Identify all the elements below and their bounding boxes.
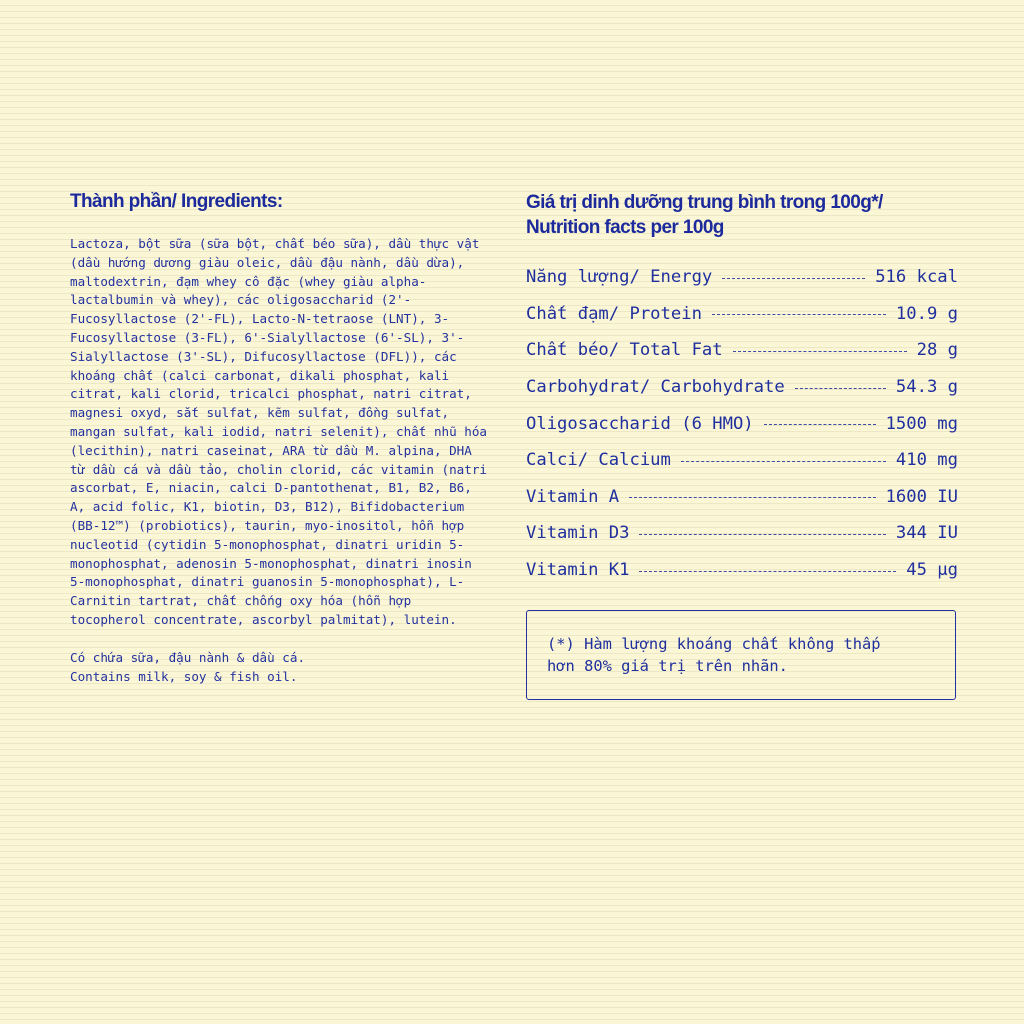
nutrition-label: Calci/ Calcium bbox=[526, 450, 671, 471]
allergen-statement bbox=[70, 649, 495, 687]
nutrition-label: Vitamin K1 bbox=[526, 560, 630, 581]
nutrition-row-carbohydrate bbox=[526, 369, 958, 406]
nutrition-value: 410 mg bbox=[895, 450, 958, 471]
allergen-vi: Có chứa sữa, đậu nành & dầu cá. bbox=[70, 649, 306, 665]
dotted-leader bbox=[639, 571, 896, 572]
allergen-en: Contains milk, soy & fish oil. bbox=[70, 668, 298, 684]
nutrition-label: Oligosaccharid (6 HMO) bbox=[526, 413, 754, 434]
dotted-leader bbox=[795, 388, 886, 389]
nutrition-value: 1500 mg bbox=[885, 413, 958, 434]
nutrition-row-vitamin-a bbox=[526, 479, 958, 516]
nutrition-label: Chất béo/ Total Fat bbox=[526, 340, 723, 361]
dotted-leader bbox=[733, 351, 907, 352]
footnote-line2: hơn 80% giá trị trên nhãn. bbox=[547, 657, 788, 676]
nutrition-label: Vitamin A bbox=[526, 486, 620, 507]
nutrition-label: Vitamin D3 bbox=[526, 523, 630, 544]
nutrition-row-calcium bbox=[526, 442, 958, 479]
footnote-line1: (*) Hàm lượng khoáng chất không thấp bbox=[547, 635, 881, 654]
dotted-leader bbox=[712, 314, 886, 315]
nutrition-row-vitamin-d3 bbox=[526, 515, 958, 552]
nutrition-value: 516 kcal bbox=[875, 267, 958, 288]
nutrition-row-protein bbox=[526, 296, 958, 333]
dotted-leader bbox=[639, 534, 885, 535]
nutrition-label: Chất đạm/ Protein bbox=[526, 303, 702, 324]
nutrition-label: Carbohydrat/ Carbohydrate bbox=[526, 377, 785, 398]
nutrition-heading-line1: Giá trị dinh dưỡng trung bình trong 100g*/ bbox=[526, 192, 883, 213]
ingredients-section bbox=[70, 190, 495, 686]
nutrition-row-energy bbox=[526, 259, 958, 296]
nutrition-value: 28 g bbox=[916, 340, 958, 361]
dotted-leader bbox=[764, 424, 876, 425]
nutrition-row-oligosaccharid bbox=[526, 405, 958, 442]
nutrition-value: 54.3 g bbox=[895, 377, 958, 398]
dotted-leader bbox=[681, 461, 886, 462]
ingredients-text: Lactoza, bột sữa (sữa bột, chất béo sữa), dầu thực vật (dầu hướng dương giàu oleic, dầu đậu nành, dầu dừa), maltodextrin, đạm whey cô đặc (whey giàu alpha-lactalbumin và whey), các oligosaccharid (2'-Fucosyllactose (2'-FL), Lacto-N-tetraose (LNT), 3-Fucosyllactose (3-FL), 6'-Sialyllactose (6'-SL), 3'-Sialyllactose (3'-SL), Difucosyllactose (DFL)), các khoáng chất (calci carbonat, dikali phosphat, kali citrat, kali clorid, tricalci phosphat, natri citrat, magnesi oxyd, sắt sulfat, kẽm sulfat, đồng sulfat, mangan sulfat, kali iodid, natri selenit), chất nhũ hóa (lecithin), natri caseinat, ARA từ dầu M. alpina, DHA từ dầu cá và dầu tảo, cholin clorid, các vitamin (natri ascorbat, E, niacin, calci D-pantothenat, B1, B2, B6, A, acid folic, K1, biotin, D3, B12), Bifidobacterium (BB-12™) (probiotics), taurin, myo-inositol, hỗn hợp nucleotid (cytidin 5-monophosphat, dinatri uridin 5-monophosphat, adenosin 5-monophosphat, dinatri inosin 5-monophosphat, dinatri guanosin 5-monophosphat), L-Carnitin tartrat, chất chống oxy hóa (hỗn hợp tocopherol concentrate, ascorbyl palmitat), lutein. bbox=[70, 236, 488, 627]
nutrition-value: 1600 IU bbox=[885, 486, 958, 507]
nutrition-value: 10.9 g bbox=[895, 303, 958, 324]
nutrition-row-fat bbox=[526, 332, 958, 369]
nutrition-value: 344 IU bbox=[895, 523, 958, 544]
nutrition-label: Năng lượng/ Energy bbox=[526, 267, 713, 288]
nutrition-heading bbox=[526, 190, 958, 240]
footnote-box bbox=[526, 610, 956, 700]
dotted-leader bbox=[629, 497, 875, 498]
nutrition-heading-line2: Nutrition facts per 100g bbox=[526, 217, 724, 238]
nutrition-table bbox=[526, 259, 958, 588]
nutrition-section bbox=[526, 190, 958, 700]
dotted-leader bbox=[722, 278, 865, 279]
ingredients-heading: Thành phần/ Ingredients: bbox=[70, 191, 283, 212]
nutrition-value: 45 µg bbox=[906, 560, 958, 581]
nutrition-row-vitamin-k1 bbox=[526, 552, 958, 589]
